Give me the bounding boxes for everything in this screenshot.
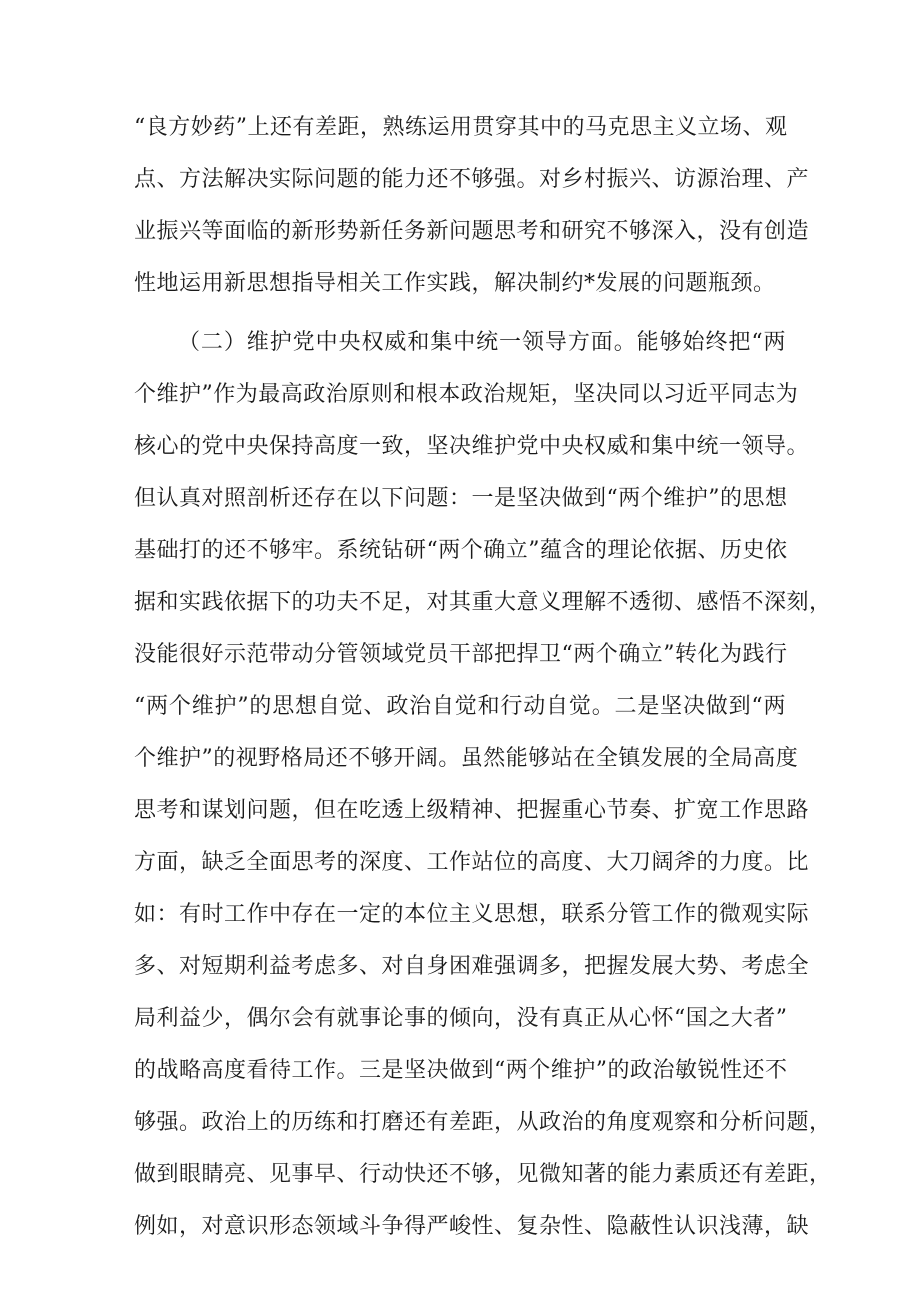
- text-line: 据和实践依据下的功夫不足，对其重大意义理解不透彻、感悟不深刻，: [134, 590, 832, 615]
- section-heading-line: （二）维护党中央权威和集中统一领导方面。能够始终把“两: [178, 330, 786, 355]
- text-line: 个维护”作为最高政治原则和根本政治规矩，坚决同以习近平同志为: [134, 382, 799, 407]
- text-line: 点、方法解决实际问题的能力还不够强。对乡村振兴、访源治理、产: [134, 167, 810, 192]
- text-line: 思考和谋划问题，但在吃透上级精神、把握重心节奏、扩宽工作思路: [134, 798, 810, 823]
- text-line: 没能很好示范带动分管领域党员干部把捍卫“两个确立”转化为践行: [134, 642, 788, 667]
- text-line: 方面，缺乏全面思考的深度、工作站位的高度、大刀阔斧的力度。比: [134, 850, 810, 875]
- text-line: 做到眼睛亮、见事早、行动快还不够，见微知著的能力素质还有差距，: [134, 1162, 832, 1187]
- text-line: 核心的党中央保持高度一致，坚决维护党中央权威和集中统一领导。: [134, 434, 810, 459]
- text-line: 够强。政治上的历练和打磨还有差距，从政治的角度观察和分析问题，: [134, 1110, 832, 1135]
- text-line: “两个维护”的思想自觉、政治自觉和行动自觉。二是坚决做到“两: [134, 694, 786, 719]
- text-line: “良方妙药”上还有差距，熟练运用贯穿其中的马克思主义立场、观: [134, 115, 788, 140]
- text-line: 例如，对意识形态领域斗争得严峻性、复杂性、隐蔽性认识浅薄，缺: [134, 1214, 810, 1239]
- text-line: 基础打的还不够牢。系统钻研“两个确立”蕴含的理论依据、历史依: [134, 538, 788, 563]
- text-line: 局利益少，偶尔会有就事论事的倾向，没有真正从心怀“国之大者”: [134, 1006, 788, 1031]
- text-line: 多、对短期利益考虑多、对自身困难强调多，把握发展大势、考虑全: [134, 954, 810, 979]
- text-line: 业振兴等面临的新形势新任务新问题思考和研究不够深入，没有创造: [134, 219, 810, 244]
- text-line: 性地运用新思想指导相关工作实践，解决制约*发展的问题瓶颈。: [134, 271, 776, 296]
- text-line: 但认真对照剖析还存在以下问题：一是坚决做到“两个维护”的思想: [134, 486, 788, 511]
- text-line: 如：有时工作中存在一定的本位主义思想，联系分管工作的微观实际: [134, 902, 810, 927]
- text-line: 个维护”的视野格局还不够开阔。虽然能够站在全镇发展的全局高度: [134, 746, 799, 771]
- text-line: 的战略高度看待工作。三是坚决做到“两个维护”的政治敏锐性还不: [134, 1058, 788, 1083]
